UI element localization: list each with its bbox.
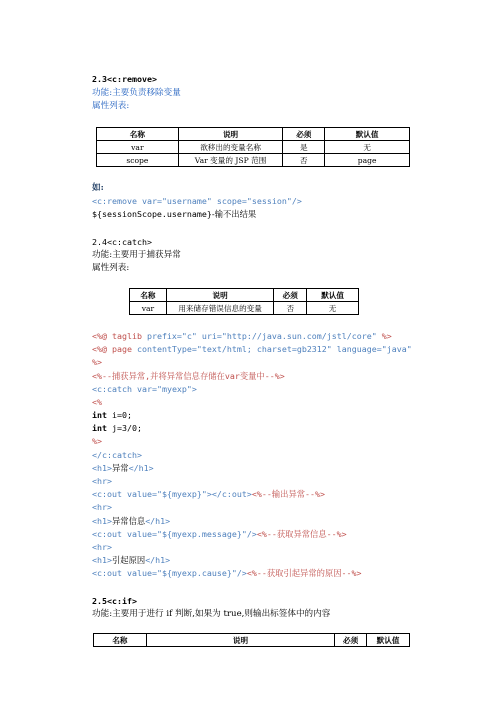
table-cell: 否 [283,154,325,167]
code-token: <c:catch [92,384,137,394]
code-line-19 [92,567,362,579]
table-header: 必须 [283,128,325,141]
code-line-13 [92,488,325,500]
table-header-row [94,634,410,647]
code-line-11 [92,462,154,474]
table-cell: var [97,141,179,154]
remove-attr-table [96,127,410,167]
code-token: /> [246,529,257,539]
code-token: <%@ [92,331,112,341]
code-token: <c:out [92,568,127,578]
code-token: <c:remove [92,196,142,206]
table-cell: page [325,154,410,167]
code-line-2 [92,343,412,355]
code-token: "c" [181,331,202,341]
table-cell: 用来储存错误信息的变量 [166,302,273,315]
code-token: <h1> [92,516,112,526]
code-token: var= [141,196,162,206]
code-token: <h1> [92,463,112,473]
code-line-12: <hr> [92,476,112,486]
code-token: > [191,384,197,394]
code-token: "http://java.sun.com/jstl/core" [221,331,382,341]
code-token: </h1> [145,516,171,526]
catch-attr-list-label: 属性列表: [92,263,130,273]
code-token: 异常信息 [111,516,146,526]
code-line-7 [92,409,132,421]
code-token: "session" [246,196,292,206]
code-line-4: <%--捕获异常,并将异常信息存储在var变量中--%> [92,371,285,381]
code-line-6: <% [92,397,102,407]
code-token: "${myexp}" [156,489,207,499]
table-header: 说明 [146,634,334,647]
code-token: <%--输出异常--%> [251,489,326,499]
table-row [97,154,410,167]
code-token: %> [381,331,392,341]
code-token: </h1> [128,463,154,473]
code-token: /> [291,196,302,206]
code-token: <%--获取异常信息--%> [256,529,347,539]
code-token: ${sessionScope.username} [92,209,212,219]
table-cell: 是 [283,141,325,154]
table-header: 说明 [166,289,273,302]
table-cell: 无 [325,141,410,154]
code-token: value= [126,489,157,499]
section-heading-remove: 2.3<c:remove> [92,74,157,84]
code-line-18 [92,554,170,566]
table-header: 名称 [130,289,167,302]
table-cell: var [130,302,167,315]
table-cell: Var 变量的 JSP 范围 [178,154,283,167]
table-header: 默认值 [325,128,410,141]
code-token: "java" [381,344,412,354]
code-token: ></c:out> [206,489,252,499]
table-header: 默认值 [367,634,410,647]
code-token: "text/html; charset=gb2312" [196,344,337,354]
code-token: </h1> [145,555,171,565]
code-token: language= [336,344,382,354]
code-line-16 [92,528,347,540]
table-header: 必须 [335,634,367,647]
if-function: 功能:主要用于进行 if 判断,如果为 true,则输出标签体中的内容 [92,609,331,619]
code-token: "${myexp.cause}" [156,568,237,578]
code-token: "${myexp.message}" [156,529,247,539]
code-token: uri= [201,331,222,341]
table-cell: 欲移出的变量名称 [178,141,283,154]
code-token: value= [126,529,157,539]
code-token: 引起原因 [111,555,146,565]
code-token: page [111,344,137,354]
code-token: <c:out [92,489,127,499]
code-line-8 [92,422,142,434]
code-token: int [92,423,107,433]
code-token: var= [136,384,157,394]
code-token: value= [126,568,157,578]
code-token: "myexp" [156,384,192,394]
code-line-9: %> [92,436,102,446]
table-header: 名称 [94,634,147,647]
code-token: i=0; [107,410,132,420]
code-token: /> [236,568,247,578]
code-token: j=3/0; [107,423,142,433]
example-label: 如: [92,183,104,193]
code-line-17: <hr> [92,542,112,552]
code-line-1 [92,330,392,342]
code-token: <c:out [92,529,127,539]
catch-attr-table [129,288,359,315]
remove-el-line [92,208,256,220]
code-token: <%@ [92,344,112,354]
code-token: prefix= [146,331,182,341]
table-cell: 否 [274,302,307,315]
code-line-15 [92,515,170,527]
table-cell: scope [97,154,179,167]
remove-code-line [92,195,302,207]
code-line-5 [92,383,197,395]
code-token: 异常 [111,463,129,473]
code-line-3: %> [92,357,102,367]
table-header: 默认值 [307,289,359,302]
remove-attr-list-label: 属性列表: [92,101,130,111]
code-token: "username" [161,196,212,206]
code-line-10: </c:catch> [92,450,142,460]
remove-function: 功能:主要负责移除变量 [92,88,181,98]
table-header-row [97,128,410,141]
table-row [97,141,410,154]
code-token: scope= [211,196,247,206]
code-token: <h1> [92,555,112,565]
catch-function: 功能:主要用于捕获异常 [92,250,181,260]
if-attr-table [93,633,410,647]
table-row [130,302,359,315]
section-heading-if: 2.5<c:if> [92,596,137,606]
table-header-row [130,289,359,302]
table-header: 必须 [274,289,307,302]
section-heading-catch: 2.4<c:catch> [92,237,152,247]
code-token: -输不出结果 [211,209,257,219]
table-header: 名称 [97,128,179,141]
table-header: 说明 [178,128,283,141]
code-token: int [92,410,107,420]
code-token: <%--获取引起异常的原因--%> [246,568,362,578]
code-line-14: <hr> [92,502,112,512]
table-cell: 无 [307,302,359,315]
code-token: taglib [111,331,147,341]
code-token: contentType= [136,344,197,354]
